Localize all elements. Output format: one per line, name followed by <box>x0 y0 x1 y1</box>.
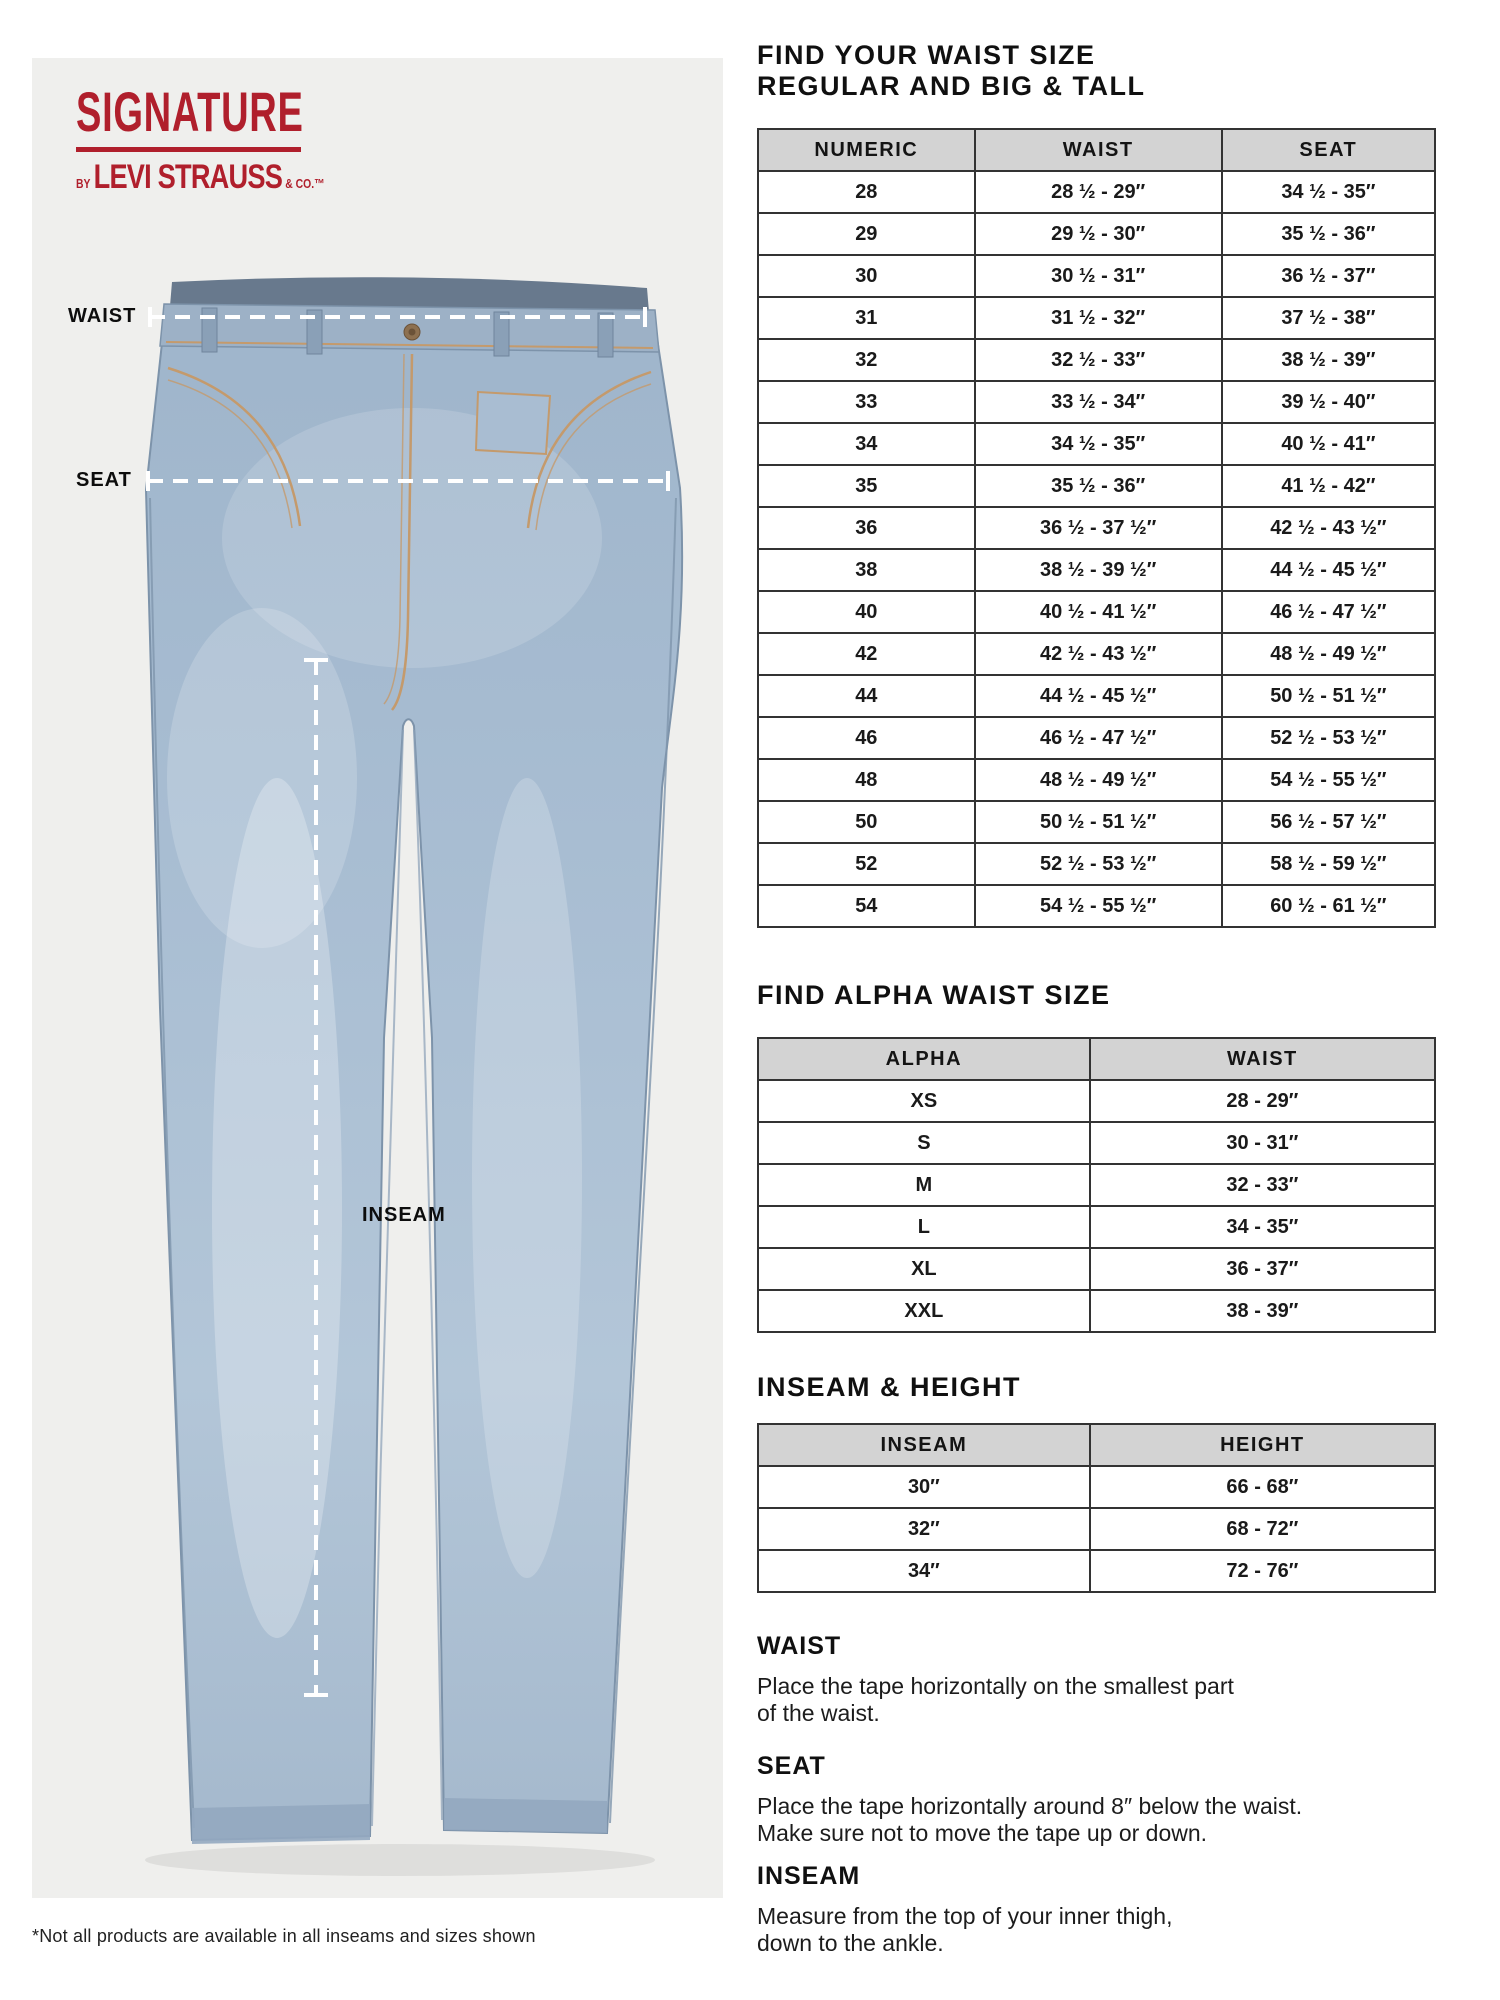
table-cell: 72 - 76″ <box>1090 1550 1435 1592</box>
column-header-waist: WAIST <box>975 129 1222 171</box>
table-cell: 52 ½ - 53 ½″ <box>975 843 1222 885</box>
table-cell: 50 <box>758 801 975 843</box>
table-cell: 41 ½ - 42″ <box>1222 465 1435 507</box>
column-header-alpha: ALPHA <box>758 1038 1090 1080</box>
numeric-waist-seat-table <box>757 128 1436 928</box>
table-cell: 50 ½ - 51 ½″ <box>975 801 1222 843</box>
table-cell: 42 ½ - 43 ½″ <box>975 633 1222 675</box>
table-cell: 60 ½ - 61 ½″ <box>1222 885 1435 927</box>
table-cell: 50 ½ - 51 ½″ <box>1222 675 1435 717</box>
table-row <box>758 339 1435 381</box>
hem-left <box>192 1804 370 1844</box>
table-cell: 33 ½ - 34″ <box>975 381 1222 423</box>
table-row <box>758 1508 1435 1550</box>
column-header-height: HEIGHT <box>1090 1424 1435 1466</box>
guide-waist-line1: Place the tape horizontally on the smallest part <box>757 1673 1234 1699</box>
table-cell: M <box>758 1164 1090 1206</box>
waist-measure-label: WAIST <box>68 305 137 327</box>
table-cell: 52 ½ - 53 ½″ <box>1222 717 1435 759</box>
inseam-height-table <box>757 1423 1436 1593</box>
table-cell: 54 ½ - 55 ½″ <box>1222 759 1435 801</box>
table-cell: 46 ½ - 47 ½″ <box>975 717 1222 759</box>
table-cell: 28 ½ - 29″ <box>975 171 1222 213</box>
table-row <box>758 1206 1435 1248</box>
table-row <box>758 591 1435 633</box>
table-row <box>758 633 1435 675</box>
brand-underline <box>76 147 301 152</box>
table-cell: 36 ½ - 37 ½″ <box>975 507 1222 549</box>
guide-inseam <box>757 1862 1467 1957</box>
guide-seat <box>757 1752 1467 1847</box>
alpha-waist-table <box>757 1037 1436 1333</box>
table-cell: 36 <box>758 507 975 549</box>
belt-loop <box>202 308 217 352</box>
table-cell: 34 <box>758 423 975 465</box>
table-cell: 29 ½ - 30″ <box>975 213 1222 255</box>
guide-inseam-text <box>757 1903 1467 1957</box>
table-row <box>758 801 1435 843</box>
table-cell: 30 ½ - 31″ <box>975 255 1222 297</box>
guide-seat-line2: Make sure not to move the tape up or down. <box>757 1820 1208 1846</box>
hem-right <box>444 1798 607 1833</box>
table-cell: 35 ½ - 36″ <box>1222 213 1435 255</box>
guide-inseam-line1: Measure from the top of your inner thigh, <box>757 1903 1173 1929</box>
table-row <box>758 843 1435 885</box>
brand-by: BY <box>76 176 91 191</box>
waist-size-section-title <box>757 40 1145 102</box>
table-cell: 30 <box>758 255 975 297</box>
guide-waist-line2: of the waist. <box>757 1700 880 1726</box>
table-cell: 36 ½ - 37″ <box>1222 255 1435 297</box>
table-header-row <box>758 1424 1435 1466</box>
table-cell: 48 ½ - 49 ½″ <box>975 759 1222 801</box>
table-cell: XL <box>758 1248 1090 1290</box>
table-cell: 56 ½ - 57 ½″ <box>1222 801 1435 843</box>
jeans-shadow <box>145 1844 655 1876</box>
table-cell: 40 <box>758 591 975 633</box>
waist-size-title-line1: FIND YOUR WAIST SIZE <box>757 40 1096 70</box>
guide-inseam-line2: down to the ankle. <box>757 1930 944 1956</box>
guide-waist <box>757 1632 1467 1727</box>
table-cell: 54 ½ - 55 ½″ <box>975 885 1222 927</box>
table-cell: 46 <box>758 717 975 759</box>
guide-waist-title: WAIST <box>757 1632 842 1660</box>
table-cell: 36 - 37″ <box>1090 1248 1435 1290</box>
brand-name: LEVI STRAUSS <box>93 158 283 196</box>
table-cell: 30″ <box>758 1466 1090 1508</box>
table-cell: 40 ½ - 41 ½″ <box>975 591 1222 633</box>
table-cell: 38 ½ - 39 ½″ <box>975 549 1222 591</box>
table-row <box>758 1550 1435 1592</box>
table-cell: 28 - 29″ <box>1090 1080 1435 1122</box>
guide-waist-text <box>757 1673 1467 1727</box>
table-cell: 46 ½ - 47 ½″ <box>1222 591 1435 633</box>
guide-seat-line1: Place the tape horizontally around 8″ below the waist. <box>757 1793 1303 1819</box>
table-header-row <box>758 1038 1435 1080</box>
table-cell: 32 - 33″ <box>1090 1164 1435 1206</box>
table-row <box>758 297 1435 339</box>
table-cell: 35 ½ - 36″ <box>975 465 1222 507</box>
table-cell: 48 <box>758 759 975 801</box>
table-row <box>758 171 1435 213</box>
coin-pocket <box>476 392 550 454</box>
table-cell: 33 <box>758 381 975 423</box>
table-cell: 34 ½ - 35″ <box>975 423 1222 465</box>
table-header-row <box>758 129 1435 171</box>
table-cell: 44 ½ - 45 ½″ <box>1222 549 1435 591</box>
guide-inseam-title: INSEAM <box>757 1862 861 1890</box>
column-header-seat: SEAT <box>1222 129 1435 171</box>
table-cell: 30 - 31″ <box>1090 1122 1435 1164</box>
table-cell: 38 <box>758 549 975 591</box>
table-row <box>758 381 1435 423</box>
table-cell: 40 ½ - 41″ <box>1222 423 1435 465</box>
table-row <box>758 549 1435 591</box>
table-row <box>758 1466 1435 1508</box>
column-header-numeric: NUMERIC <box>758 129 975 171</box>
table-row <box>758 465 1435 507</box>
table-row <box>758 213 1435 255</box>
table-cell: 35 <box>758 465 975 507</box>
table-cell: XS <box>758 1080 1090 1122</box>
table-cell: L <box>758 1206 1090 1248</box>
table-row <box>758 423 1435 465</box>
table-row <box>758 675 1435 717</box>
table-cell: 32 <box>758 339 975 381</box>
table-cell: 39 ½ - 40″ <box>1222 381 1435 423</box>
guide-seat-title: SEAT <box>757 1752 826 1780</box>
table-cell: 38 - 39″ <box>1090 1290 1435 1332</box>
table-cell: 66 - 68″ <box>1090 1466 1435 1508</box>
inseam-height-section-title: INSEAM & HEIGHT <box>757 1372 1022 1402</box>
brand-byline <box>76 158 325 196</box>
jeans-button-center <box>409 329 416 336</box>
table-row <box>758 885 1435 927</box>
table-cell: 34 - 35″ <box>1090 1206 1435 1248</box>
table-cell: 44 <box>758 675 975 717</box>
column-header-inseam: INSEAM <box>758 1424 1090 1466</box>
alpha-size-section-title: FIND ALPHA WAIST SIZE <box>757 980 1111 1010</box>
column-header-waist: WAIST <box>1090 1038 1435 1080</box>
table-cell: XXL <box>758 1290 1090 1332</box>
table-row <box>758 1122 1435 1164</box>
table-cell: 32 ½ - 33″ <box>975 339 1222 381</box>
inseam-measure-label: INSEAM <box>362 1204 446 1226</box>
table-cell: 52 <box>758 843 975 885</box>
belt-loop <box>598 313 613 357</box>
table-row <box>758 1080 1435 1122</box>
brand-signature-wordmark: SIGNATURE <box>76 80 304 143</box>
table-cell: 48 ½ - 49 ½″ <box>1222 633 1435 675</box>
brand-logo <box>76 80 336 196</box>
wash-fade <box>472 778 582 1578</box>
table-row <box>758 1248 1435 1290</box>
table-cell: 34″ <box>758 1550 1090 1592</box>
table-cell: 29 <box>758 213 975 255</box>
jeans-photo-panel <box>32 58 723 1898</box>
guide-seat-text <box>757 1793 1467 1847</box>
table-row <box>758 255 1435 297</box>
table-cell: 31 <box>758 297 975 339</box>
seat-measure-label: SEAT <box>76 469 132 491</box>
table-cell: 58 ½ - 59 ½″ <box>1222 843 1435 885</box>
table-row <box>758 507 1435 549</box>
wash-fade <box>212 778 342 1638</box>
table-cell: 42 <box>758 633 975 675</box>
table-cell: 42 ½ - 43 ½″ <box>1222 507 1435 549</box>
table-row <box>758 717 1435 759</box>
table-row <box>758 1290 1435 1332</box>
table-cell: 54 <box>758 885 975 927</box>
table-cell: 32″ <box>758 1508 1090 1550</box>
table-cell: 31 ½ - 32″ <box>975 297 1222 339</box>
table-cell: 28 <box>758 171 975 213</box>
footnote: *Not all products are available in all inseams and sizes shown <box>32 1926 536 1946</box>
table-cell: 37 ½ - 38″ <box>1222 297 1435 339</box>
brand-co: & CO.™ <box>285 176 325 191</box>
table-cell: 38 ½ - 39″ <box>1222 339 1435 381</box>
waist-size-title-line2: REGULAR AND BIG & TALL <box>757 71 1146 101</box>
jeans-illustration <box>32 58 723 1898</box>
table-cell: 68 - 72″ <box>1090 1508 1435 1550</box>
table-cell: S <box>758 1122 1090 1164</box>
table-row <box>758 759 1435 801</box>
table-cell: 34 ½ - 35″ <box>1222 171 1435 213</box>
table-row <box>758 1164 1435 1206</box>
table-cell: 44 ½ - 45 ½″ <box>975 675 1222 717</box>
